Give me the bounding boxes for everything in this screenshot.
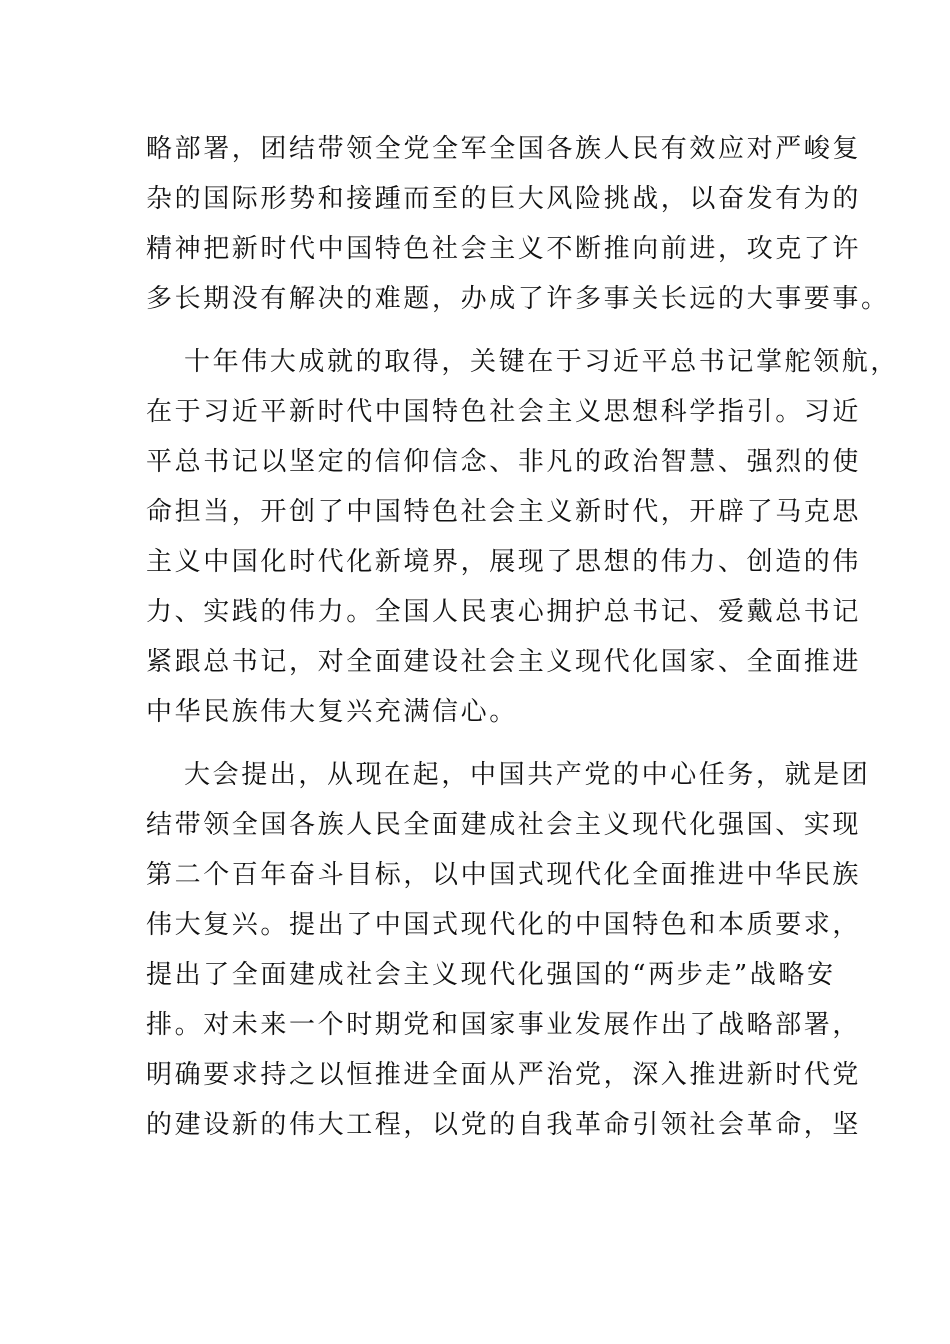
paragraph-line: 命担当，开创了中国特色社会主义新时代，开辟了马克思 [146,497,862,527]
paragraph-line: 主义中国化时代化新境界，展现了思想的伟力、创造的伟 [146,547,862,577]
paragraph-line: 力、实践的伟力。全国人民衷心拥护总书记、爱戴总书记 [146,597,862,627]
paragraph-line: 结带领全国各族人民全面建成社会主义现代化强国、实现 [146,810,862,840]
paragraph-line: 伟大复兴。提出了中国式现代化的中国特色和本质要求， [146,910,862,940]
paragraph-2 [146,337,900,737]
paragraph-line: 精神把新时代中国特色社会主义不断推向前进，攻克了许 [146,234,862,264]
paragraph-1 [146,124,890,324]
paragraph-line: 提出了全面建成社会主义现代化强国的“两步走”战略安 [146,960,836,990]
paragraph-line: 十年伟大成就的取得，关键在于习近平总书记掌舵领航， [184,347,900,377]
paragraph-line: 第二个百年奋斗目标，以中国式现代化全面推进中华民族 [146,860,862,890]
paragraph-3 [146,750,871,1150]
paragraph-line: 中华民族伟大复兴充满信心。 [146,697,518,727]
paragraph-line: 杂的国际形势和接踵而至的巨大风险挑战，以奋发有为的 [146,184,862,214]
paragraph-line: 多长期没有解决的难题，办成了许多事关长远的大事要事。 [146,284,890,314]
paragraph-line: 紧跟总书记，对全面建设社会主义现代化国家、全面推进 [146,647,862,677]
paragraph-line: 大会提出，从现在起，中国共产党的中心任务，就是团 [184,760,871,790]
paragraph-line: 的建设新的伟大工程，以党的自我革命引领社会革命，坚 [146,1110,862,1140]
paragraph-line: 明确要求持之以恒推进全面从严治党，深入推进新时代党 [146,1060,862,1090]
paragraph-line: 平总书记以坚定的信仰信念、非凡的政治智慧、强烈的使 [146,447,862,477]
paragraph-line: 排。对未来一个时期党和国家事业发展作出了战略部署， [146,1010,862,1040]
paragraph-line: 在于习近平新时代中国特色社会主义思想科学指引。习近 [146,397,862,427]
paragraph-line: 略部署，团结带领全党全军全国各族人民有效应对严峻复 [146,134,862,164]
